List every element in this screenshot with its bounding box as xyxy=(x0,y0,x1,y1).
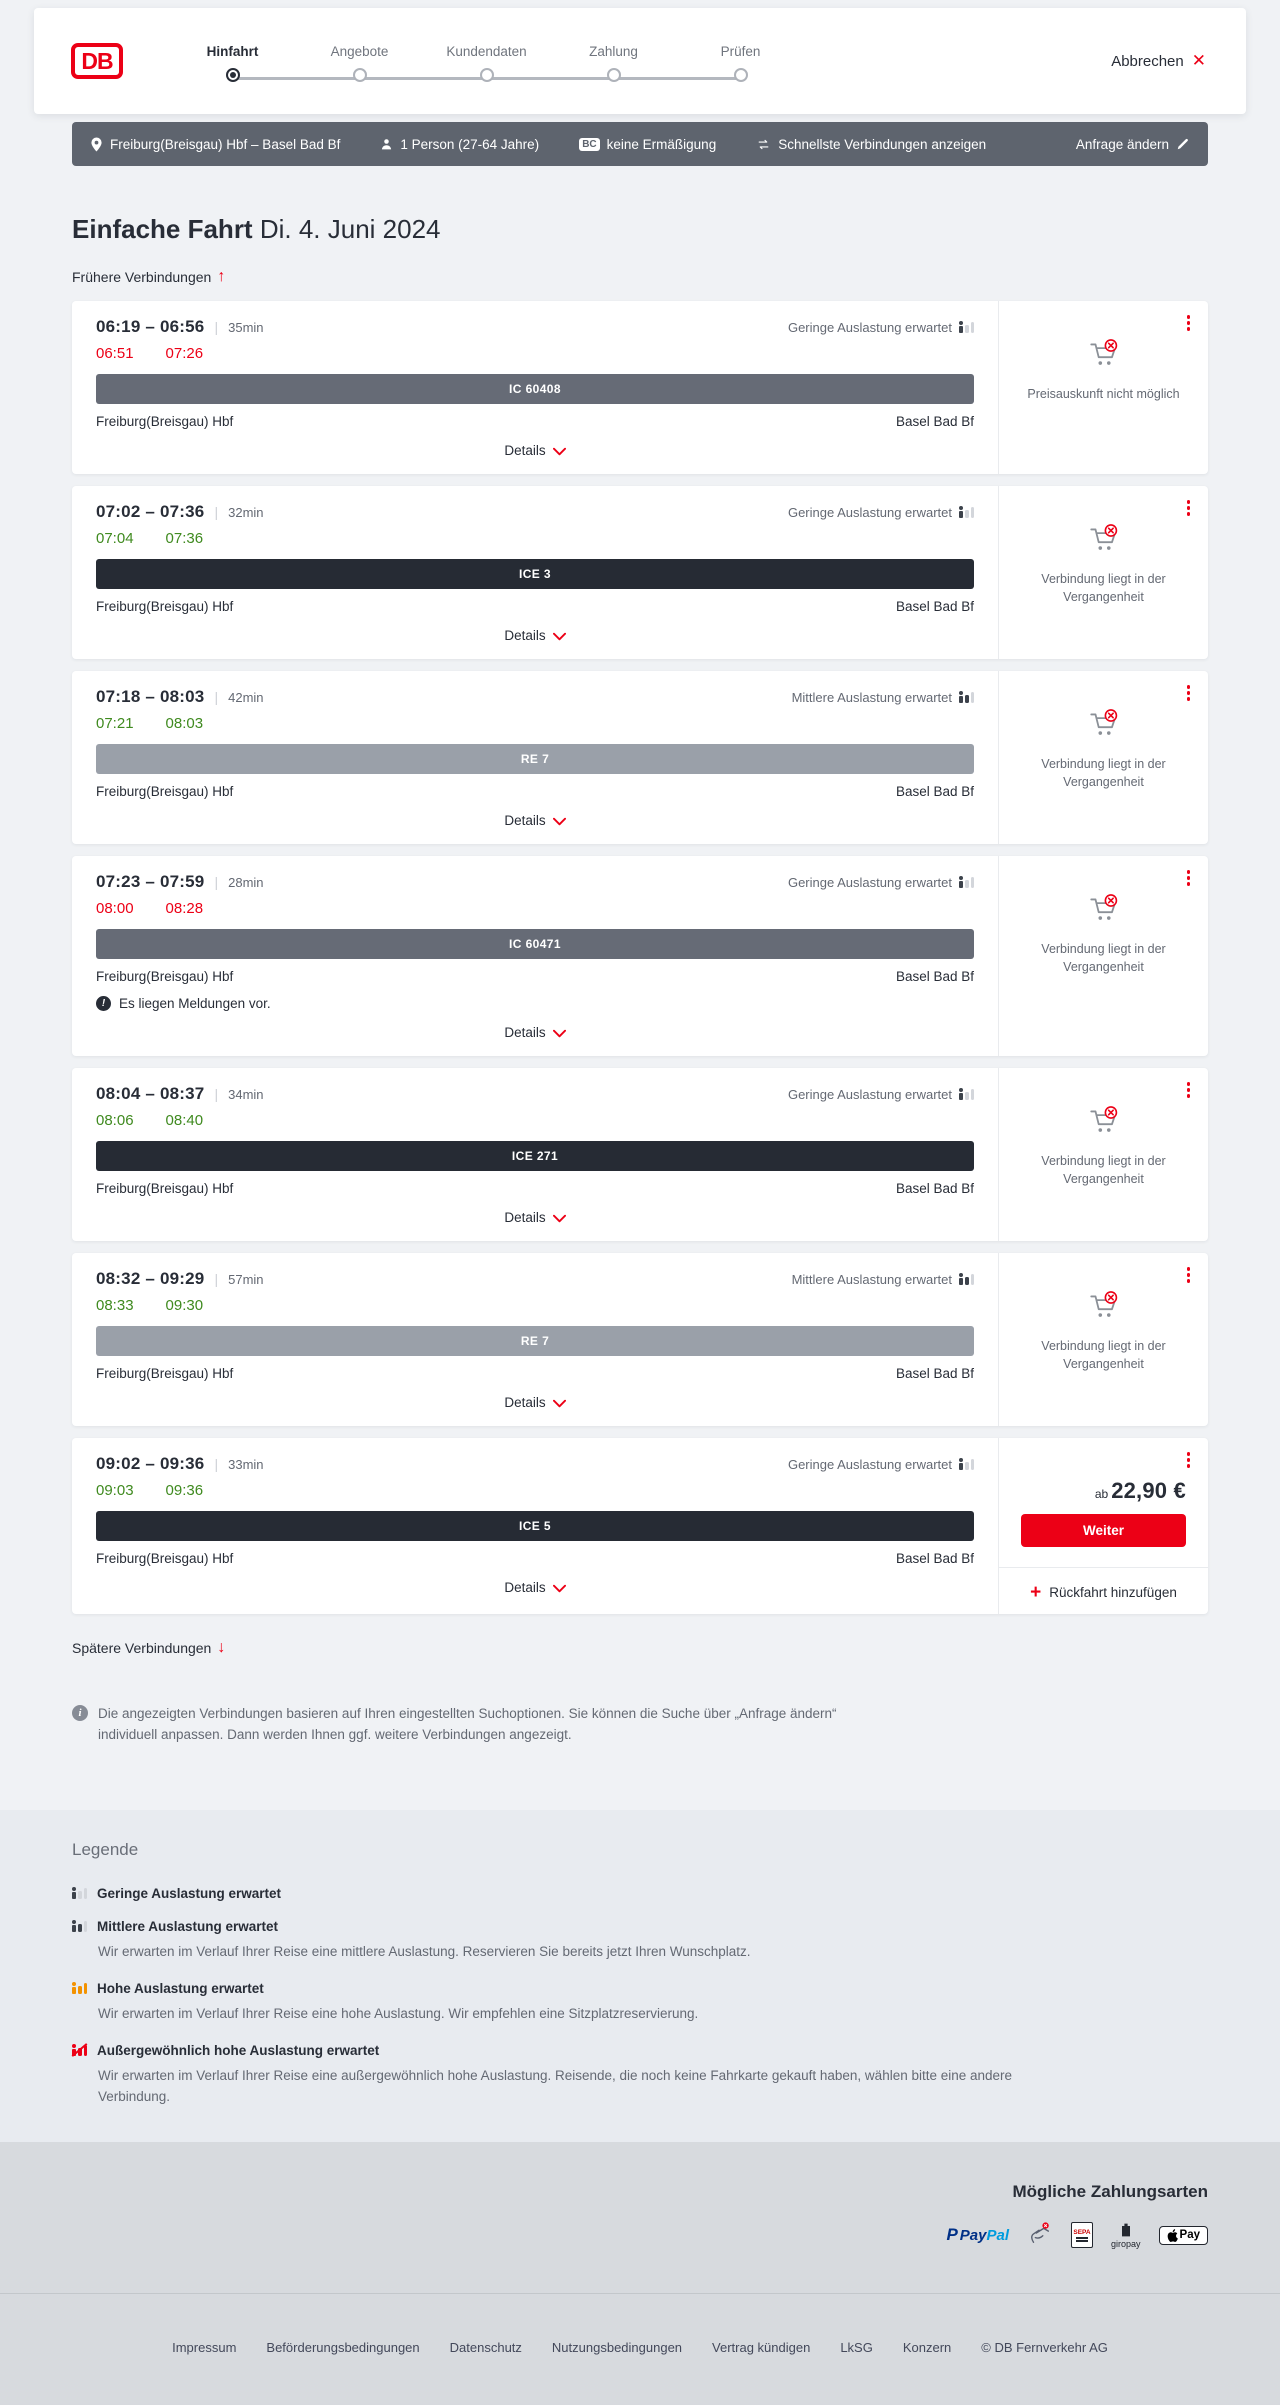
separator: | xyxy=(214,319,219,335)
kebab-menu-icon[interactable] xyxy=(1185,1080,1193,1100)
footer-link[interactable]: Beförderungsbedingungen xyxy=(266,2339,420,2355)
swap-arrows-icon xyxy=(756,138,771,151)
legend-item xyxy=(72,1886,1208,1901)
footer-link[interactable]: Konzern xyxy=(902,2339,952,2355)
arrow-down-icon: ↓ xyxy=(217,1639,226,1656)
realtime-departure: 09:03 xyxy=(96,1482,134,1499)
train-segment-bar xyxy=(96,1141,974,1171)
price-line xyxy=(1021,1478,1186,1504)
cart-unavailable-icon xyxy=(1087,1104,1121,1138)
connections-page xyxy=(72,214,1208,1810)
connection-times: 07:23 – 07:59 xyxy=(96,872,205,891)
side-status xyxy=(999,892,1208,976)
person-icon xyxy=(380,138,393,151)
origin-station: Freiburg(Breisgau) Hbf xyxy=(96,1551,234,1566)
details-toggle[interactable]: Details xyxy=(96,1210,974,1227)
realtime-arrival: 09:36 xyxy=(165,1482,204,1499)
connection-duration: 32min xyxy=(228,504,264,520)
location-pin-icon xyxy=(90,137,103,152)
step-label: Zahlung xyxy=(589,44,638,59)
legend-description: Wir erwarten im Verlauf Ihrer Reise eine außergewöhnlich hohe Auslastung. Reisende, die noch keine Fahrkarte gekauft haben, wählen bitte eine andere Verbindung. xyxy=(98,2067,1013,2104)
side-status xyxy=(999,1289,1208,1373)
paypal-icon: P Pay Pal xyxy=(946,2225,1009,2245)
occupancy-label: Mittlere Auslastung erwartet xyxy=(791,689,952,705)
giropay-icon: giropay xyxy=(1111,2222,1141,2249)
realtime-times xyxy=(96,1482,974,1499)
occupancy-icon xyxy=(959,876,974,888)
destination-station: Basel Bad Bf xyxy=(895,1181,974,1196)
plus-icon: + xyxy=(1030,1582,1042,1603)
occupancy-icon xyxy=(959,506,974,518)
realtime-arrival: 07:36 xyxy=(165,530,204,547)
price-value: 22,90 € xyxy=(1111,1478,1186,1503)
occupancy-icon xyxy=(72,2044,87,2056)
train-segment-bar xyxy=(96,1511,974,1541)
bottom-section xyxy=(0,2142,1280,2405)
footer-link[interactable]: Datenschutz xyxy=(449,2339,522,2355)
step-dot xyxy=(480,68,494,82)
occupancy-icon xyxy=(959,1088,974,1100)
occupancy-label: Geringe Auslastung erwartet xyxy=(787,1456,952,1472)
kebab-menu-icon[interactable] xyxy=(1185,313,1193,333)
step-label: Angebote xyxy=(330,44,389,59)
occupancy-icon xyxy=(959,691,974,703)
occupancy-label: Geringe Auslastung erwartet xyxy=(787,319,952,335)
chevron-down-icon xyxy=(553,1584,566,1593)
later-connections-link[interactable]: Spätere Verbindungen ↓ xyxy=(72,1639,226,1656)
db-logo: DB xyxy=(71,43,123,79)
price-prefix: ab xyxy=(1094,1487,1109,1501)
train-label: ICE 3 xyxy=(518,567,551,581)
realtime-departure: 06:51 xyxy=(96,345,134,362)
side-caption: Verbindung liegt in der Vergangenheit xyxy=(1041,1339,1166,1372)
step-label: Prüfen xyxy=(720,44,761,59)
train-label: ICE 271 xyxy=(511,1149,559,1163)
train-segment-bar xyxy=(96,744,974,774)
occupancy-label: Geringe Auslastung erwartet xyxy=(787,1086,952,1102)
realtime-arrival: 09:30 xyxy=(165,1297,204,1314)
chevron-down-icon xyxy=(553,447,566,456)
connection-card xyxy=(72,301,1208,474)
side-status xyxy=(999,1104,1208,1188)
connection-card xyxy=(72,856,1208,1056)
connection-list xyxy=(72,301,1208,1614)
step-angebote[interactable] xyxy=(296,44,423,82)
occupancy-icon xyxy=(959,321,974,333)
connection-duration: 42min xyxy=(228,689,264,705)
side-status xyxy=(999,522,1208,606)
separator: | xyxy=(214,1086,219,1102)
connection-duration: 35min xyxy=(228,319,264,335)
origin-station: Freiburg(Breisgau) Hbf xyxy=(96,599,234,614)
destination-station: Basel Bad Bf xyxy=(895,414,974,429)
origin-station: Freiburg(Breisgau) Hbf xyxy=(96,1366,234,1381)
travel-date: Di. 4. Juni 2024 xyxy=(259,214,441,244)
kebab-menu-icon[interactable] xyxy=(1185,683,1193,703)
footer-link[interactable]: Impressum xyxy=(172,2339,237,2355)
page-title: Einfache Fahrt Di. 4. Juni 2024 xyxy=(72,214,441,244)
legend-section xyxy=(0,1810,1280,2142)
realtime-departure: 07:21 xyxy=(96,715,134,732)
step-label: Kundendaten xyxy=(446,44,527,59)
legend-item xyxy=(72,1919,1208,1963)
connection-times: 07:18 – 08:03 xyxy=(96,687,205,706)
footer-links xyxy=(72,2340,1208,2355)
side-price xyxy=(999,1438,1208,1614)
connection-times: 08:04 – 08:37 xyxy=(96,1084,205,1103)
realtime-times xyxy=(96,345,974,362)
side-caption: Verbindung liegt in der Vergangenheit xyxy=(1041,942,1166,975)
realtime-arrival: 07:26 xyxy=(165,345,204,362)
occupancy-icon xyxy=(72,1982,87,1994)
legend-items xyxy=(72,1886,1208,2108)
side-caption: Verbindung liegt in der Vergangenheit xyxy=(1041,757,1166,790)
connection-side-panel xyxy=(998,301,1208,474)
train-label: RE 7 xyxy=(520,1334,550,1348)
side-caption: Verbindung liegt in der Vergangenheit xyxy=(1041,572,1166,605)
train-segment-bar xyxy=(96,1326,974,1356)
cart-unavailable-icon xyxy=(1087,522,1121,556)
connection-times: 08:32 – 09:29 xyxy=(96,1269,205,1288)
cancel-label: Abbrechen xyxy=(1111,52,1184,70)
footer-link[interactable]: Nutzungsbedingungen xyxy=(551,2339,683,2355)
realtime-departure: 08:33 xyxy=(96,1297,134,1314)
connection-duration: 34min xyxy=(228,1086,264,1102)
connection-duration: 33min xyxy=(228,1456,264,1472)
chevron-down-icon xyxy=(553,1214,566,1223)
arrow-up-icon: ↑ xyxy=(217,268,226,285)
connection-side-panel xyxy=(998,1068,1208,1241)
footer-link[interactable]: LkSG xyxy=(840,2339,873,2355)
info-icon xyxy=(72,1705,88,1721)
footer-link[interactable]: Vertrag kündigen xyxy=(712,2339,811,2355)
step-prüfen[interactable] xyxy=(677,44,804,82)
alert-row xyxy=(96,996,974,1011)
destination-station: Basel Bad Bf xyxy=(895,1551,974,1566)
credit-card-icon xyxy=(1027,2220,1053,2251)
origin-station: Freiburg(Breisgau) Hbf xyxy=(96,1181,234,1196)
origin-station: Freiburg(Breisgau) Hbf xyxy=(96,969,234,984)
separator: | xyxy=(214,689,219,705)
step-dot xyxy=(226,68,240,82)
earlier-connections-link[interactable]: Frühere Verbindungen ↑ xyxy=(72,268,226,285)
search-options-note: i Die angezeigten Verbindungen basieren auf Ihren eingestellten Suchoptionen. Sie können die Suche über „Anfrage ändern“ individuell anpassen. Dann werden Ihnen ggf. weitere Verbindungen angezeigt. xyxy=(72,1704,892,1746)
connection-duration: 57min xyxy=(228,1271,264,1287)
sort-summary: Schnellste Verbindungen anzeigen xyxy=(756,137,986,152)
kebab-menu-icon[interactable] xyxy=(1185,1450,1193,1470)
realtime-arrival: 08:03 xyxy=(165,715,204,732)
connection-card xyxy=(72,1068,1208,1241)
apple-pay-icon: Pay xyxy=(1159,2226,1208,2245)
connection-side-panel xyxy=(998,1253,1208,1426)
app-header xyxy=(34,8,1246,114)
realtime-departure: 07:04 xyxy=(96,530,134,547)
details-toggle[interactable]: Details xyxy=(96,1395,974,1412)
payment-methods-block xyxy=(72,2142,1208,2293)
destination-station: Basel Bad Bf xyxy=(895,1366,974,1381)
legend-label: Geringe Auslastung erwartet xyxy=(97,1885,282,1901)
page-footer xyxy=(0,2293,1280,2405)
train-segment-bar xyxy=(96,374,974,404)
details-toggle[interactable]: Details xyxy=(96,1580,974,1597)
origin-station: Freiburg(Breisgau) Hbf xyxy=(96,784,234,799)
train-label: RE 7 xyxy=(520,752,550,766)
chevron-down-icon xyxy=(553,1029,566,1038)
alert-icon xyxy=(96,996,111,1011)
step-zahlung[interactable] xyxy=(550,44,677,82)
connection-duration: 28min xyxy=(228,874,264,890)
connection-side-panel xyxy=(998,1438,1208,1614)
route-summary: Freiburg(Breisgau) Hbf – Basel Bad Bf xyxy=(90,137,340,152)
side-status xyxy=(999,337,1208,403)
cart-unavailable-icon xyxy=(1087,707,1121,741)
connection-times: 09:02 – 09:36 xyxy=(96,1454,205,1473)
details-toggle[interactable]: Details xyxy=(96,628,974,645)
step-dot xyxy=(734,68,748,82)
legend-label: Hohe Auslastung erwartet xyxy=(97,1980,264,1996)
discount-summary: BC keine Ermäßigung xyxy=(579,137,716,152)
origin-station: Freiburg(Breisgau) Hbf xyxy=(96,414,234,429)
train-label: IC 60408 xyxy=(509,382,561,396)
divider xyxy=(999,1567,1208,1568)
step-dot xyxy=(353,68,367,82)
kebab-menu-icon[interactable] xyxy=(1185,1265,1193,1285)
realtime-times xyxy=(96,715,974,732)
connection-card xyxy=(72,671,1208,844)
details-toggle[interactable]: Details xyxy=(96,1025,974,1042)
connection-side-panel xyxy=(998,486,1208,659)
destination-station: Basel Bad Bf xyxy=(895,784,974,799)
occupancy-icon xyxy=(72,1920,87,1932)
alert-text: Es liegen Meldungen vor. xyxy=(119,996,271,1011)
continue-button[interactable]: Weiter xyxy=(1021,1514,1186,1547)
connection-times: 06:19 – 06:56 xyxy=(96,317,205,336)
close-icon: ✕ xyxy=(1191,51,1206,70)
separator: | xyxy=(214,1271,219,1287)
separator: | xyxy=(214,874,219,890)
step-label: Hinfahrt xyxy=(206,44,259,59)
details-toggle[interactable]: Details xyxy=(96,443,974,460)
connection-card xyxy=(72,1438,1208,1614)
destination-station: Basel Bad Bf xyxy=(895,599,974,614)
legend-title: Legende xyxy=(72,1839,139,1859)
legend-description: Wir erwarten im Verlauf Ihrer Reise eine hohe Auslastung. Wir empfehlen eine Sitzplatzreservierung. xyxy=(98,2005,699,2021)
pencil-icon xyxy=(1176,137,1190,151)
side-caption: Verbindung liegt in der Vergangenheit xyxy=(1041,1154,1166,1187)
chevron-down-icon xyxy=(553,1399,566,1408)
legend-description: Wir erwarten im Verlauf Ihrer Reise eine mittlere Auslastung. Reservieren Sie bereits jetzt Ihren Wunschplatz. xyxy=(98,1943,751,1959)
payment-title: Mögliche Zahlungsarten xyxy=(1012,2181,1208,2201)
connection-card xyxy=(72,1253,1208,1426)
query-summary-bar xyxy=(72,122,1208,166)
copyright-text: © DB Fernverkehr AG xyxy=(981,2339,1108,2355)
connection-card xyxy=(72,486,1208,659)
realtime-arrival: 08:40 xyxy=(165,1112,204,1129)
change-request-button[interactable]: Anfrage ändern xyxy=(1076,137,1190,152)
train-segment-bar xyxy=(96,559,974,589)
cancel-button[interactable] xyxy=(1111,51,1206,71)
step-kundendaten[interactable] xyxy=(423,44,550,82)
realtime-arrival: 08:28 xyxy=(165,900,204,917)
legend-label: Außergewöhnlich hohe Auslastung erwartet xyxy=(97,2042,380,2058)
realtime-times xyxy=(96,900,974,917)
cart-unavailable-icon xyxy=(1087,1289,1121,1323)
connection-side-panel xyxy=(998,856,1208,1056)
progress-steps xyxy=(169,44,804,82)
realtime-times xyxy=(96,530,974,547)
step-hinfahrt[interactable] xyxy=(169,44,296,82)
realtime-times xyxy=(96,1297,974,1314)
chevron-down-icon xyxy=(553,632,566,641)
cart-unavailable-icon xyxy=(1087,892,1121,926)
realtime-departure: 08:06 xyxy=(96,1112,134,1129)
train-segment-bar xyxy=(96,929,974,959)
sepa-icon: SEPA xyxy=(1071,2222,1093,2248)
separator: | xyxy=(214,1456,219,1472)
cart-unavailable-icon xyxy=(1087,337,1121,371)
connection-times: 07:02 – 07:36 xyxy=(96,502,205,521)
connection-side-panel xyxy=(998,671,1208,844)
legend-label: Mittlere Auslastung erwartet xyxy=(97,1918,279,1934)
chevron-down-icon xyxy=(553,817,566,826)
details-toggle[interactable]: Details xyxy=(96,813,974,830)
occupancy-label: Mittlere Auslastung erwartet xyxy=(791,1271,952,1287)
train-label: IC 60471 xyxy=(509,937,561,951)
legend-item xyxy=(72,1981,1208,2025)
realtime-departure: 08:00 xyxy=(96,900,134,917)
train-label: ICE 5 xyxy=(518,1519,551,1533)
kebab-menu-icon[interactable] xyxy=(1185,868,1193,888)
destination-station: Basel Bad Bf xyxy=(895,969,974,984)
side-status xyxy=(999,707,1208,791)
side-caption: Preisauskunft nicht möglich xyxy=(1027,387,1180,401)
occupancy-label: Geringe Auslastung erwartet xyxy=(787,874,952,890)
passenger-summary: 1 Person (27-64 Jahre) xyxy=(380,137,539,152)
occupancy-icon xyxy=(959,1458,974,1470)
legend-item xyxy=(72,2043,1208,2108)
add-return-button[interactable]: + Rückfahrt hinzufügen xyxy=(1030,1582,1177,1603)
occupancy-icon xyxy=(72,1887,87,1899)
realtime-times xyxy=(96,1112,974,1129)
occupancy-icon xyxy=(959,1273,974,1285)
step-dot xyxy=(607,68,621,82)
separator: | xyxy=(214,504,219,520)
occupancy-label: Geringe Auslastung erwartet xyxy=(787,504,952,520)
bahncard-icon: BC xyxy=(579,138,599,151)
kebab-menu-icon[interactable] xyxy=(1185,498,1193,518)
